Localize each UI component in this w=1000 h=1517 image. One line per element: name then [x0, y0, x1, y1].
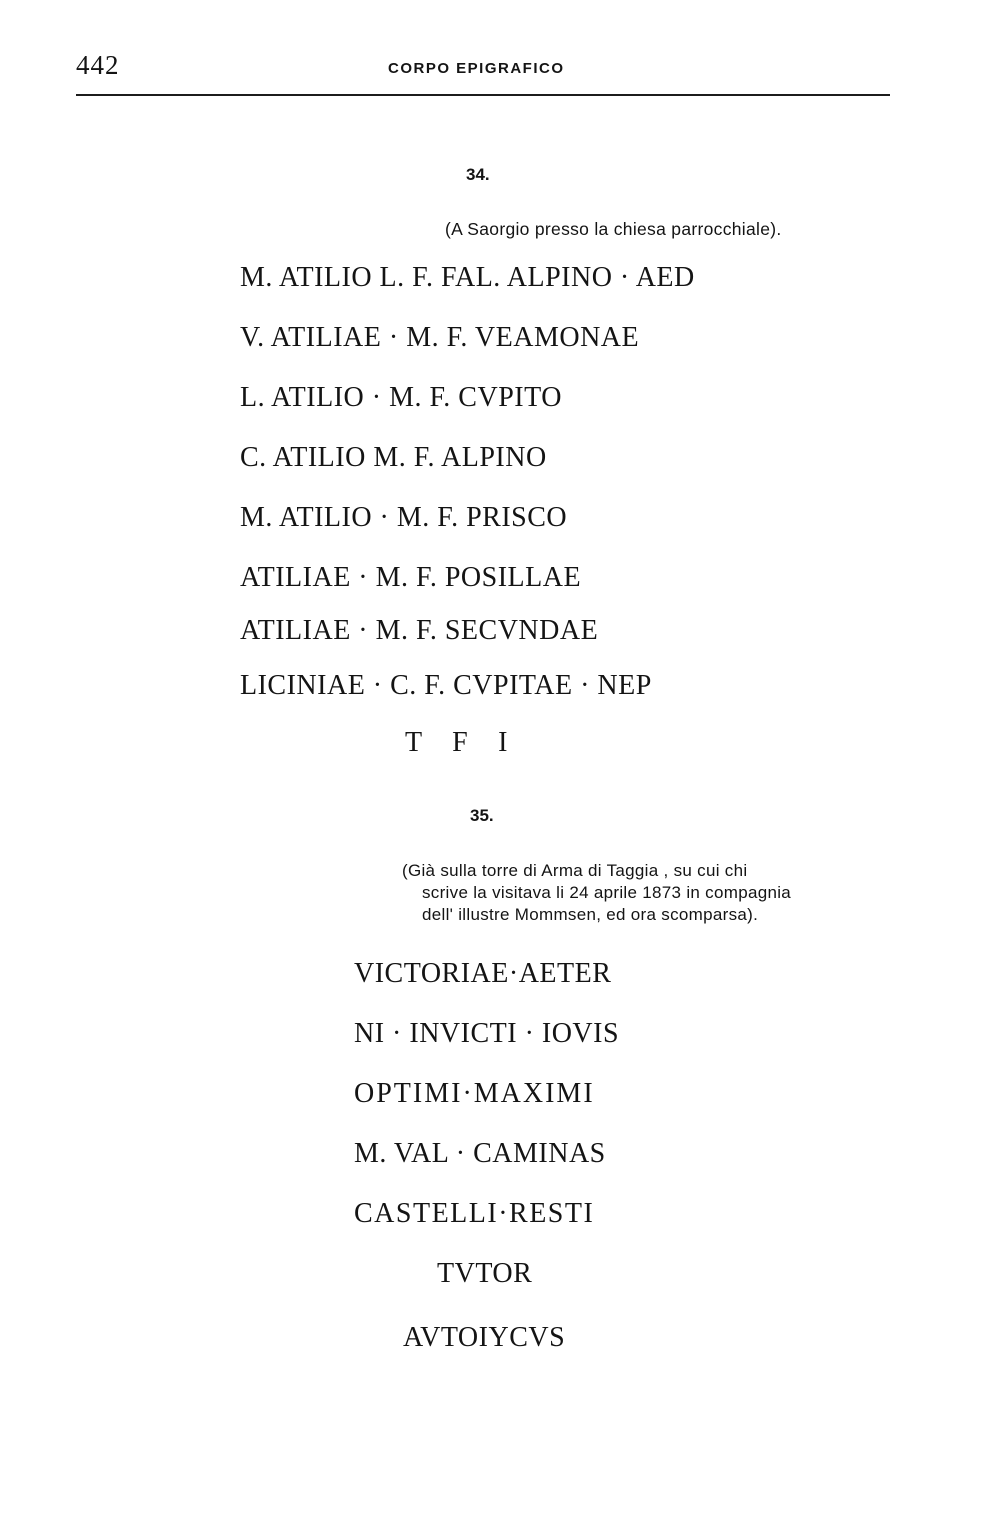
inscription-35-line-1: VICTORIAE·AETER [354, 958, 612, 989]
note-line: dell' illustre Mommsen, ed ora scomparsa). [422, 905, 759, 924]
inscription-34-line-8: LICINIAE · C. F. CVPITAE · NEP [240, 670, 652, 701]
note-line: (Già sulla torre di Arma di Taggia , su cui chi [402, 861, 748, 880]
entry-35-provenance-note [402, 860, 791, 926]
inscription-35-line-5: CASTELLI·RESTI [354, 1198, 595, 1229]
inscription-34-line-1: M. ATILIO L. F. FAL. ALPINO · AED [240, 262, 695, 293]
inscription-34-line-7: ATILIAE · M. F. SECVNDAE [240, 615, 599, 646]
inscription-34-line-6: ATILIAE · M. F. POSILLAE [240, 562, 582, 593]
note-line: scrive la visitava li 24 aprile 1873 in compagnia [422, 883, 792, 902]
note-line: (A Saorgio presso la chiesa parrocchiale). [445, 219, 782, 239]
inscription-34-line-3: L. ATILIO · M. F. CVPITO [240, 382, 562, 413]
header-rule [76, 94, 890, 96]
inscription-35-line-4: M. VAL · CAMINAS [354, 1138, 606, 1169]
running-head: CORPO EPIGRAFICO [388, 60, 565, 77]
entry-34-provenance-note [445, 218, 782, 240]
inscription-34-line-9: T F I [405, 727, 508, 758]
entry-35-number: 35. [470, 806, 494, 825]
inscription-34-line-2: V. ATILIAE · M. F. VEAMONAE [240, 322, 640, 353]
entry-34-number: 34. [466, 165, 490, 184]
inscription-35-line-6: TVTOR [437, 1258, 533, 1289]
inscription-35-line-7: AVTOIYCVS [403, 1322, 566, 1353]
inscription-34-line-5: M. ATILIO · M. F. PRISCO [240, 502, 568, 533]
inscription-34-line-4: C. ATILIO M. F. ALPINO [240, 442, 547, 473]
inscription-35-line-2: NI · INVICTI · IOVIS [354, 1018, 620, 1049]
page-number: 442 [76, 50, 120, 80]
inscription-35-line-3: OPTIMI·MAXIMI [354, 1078, 595, 1109]
